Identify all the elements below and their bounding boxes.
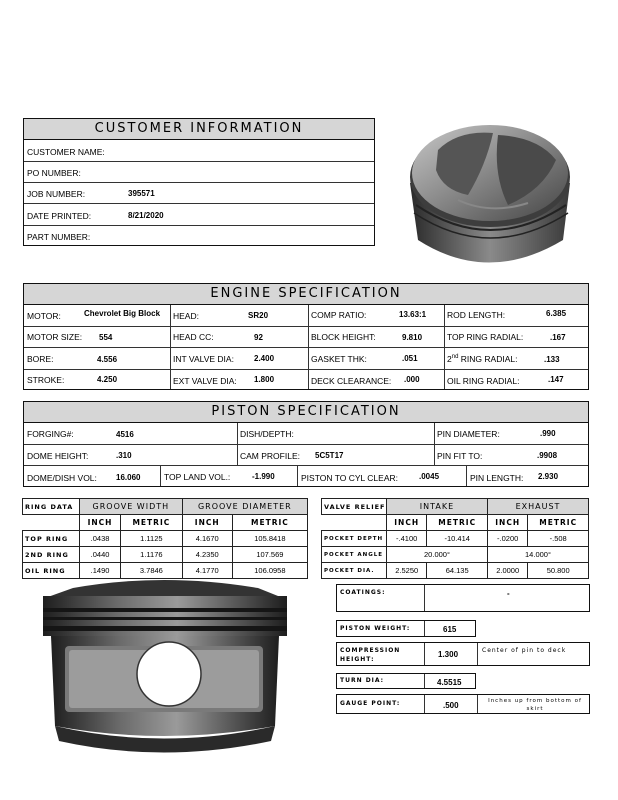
dome-height-label: DOME HEIGHT:	[27, 451, 89, 461]
coatings-box	[336, 584, 590, 612]
table-cell: -10.414	[427, 531, 488, 547]
exhaust-metric-header: METRIC	[528, 515, 589, 531]
gw-metric-header: METRIC	[121, 515, 183, 531]
exhaust-header: EXHAUST	[487, 499, 588, 515]
compression-height-value: 1.300	[438, 650, 459, 659]
cyl-clear-value: .0045	[419, 472, 440, 481]
motor-value: Chevrolet Big Block	[84, 309, 161, 318]
top-ring-radial-value: .167	[550, 333, 566, 342]
cam-profile-value: 5C5T17	[315, 451, 344, 460]
po-number-label: PO NUMBER:	[27, 168, 81, 178]
piston-side-image	[33, 576, 295, 766]
table-cell: .0438	[80, 531, 121, 547]
table-cell: .1490	[80, 563, 121, 579]
ring-row-label: OIL RING	[23, 563, 80, 579]
stroke-label: STROKE:	[27, 375, 65, 385]
coatings-value: -	[507, 589, 510, 598]
head-value: SR20	[248, 311, 269, 320]
oil-ring-radial-label: OIL RING RADIAL:	[447, 376, 520, 386]
exhaust-inch-header: INCH	[487, 515, 527, 531]
piston-top-image	[398, 105, 583, 280]
turn-dia-label: TURN DIA:	[340, 677, 385, 684]
ring-data-table	[22, 498, 308, 579]
pin-diameter-label: PIN DIAMETER:	[437, 429, 500, 439]
forging-value: 4516	[116, 430, 134, 439]
gasket-label: GASKET THK:	[311, 354, 367, 364]
engine-spec-section	[23, 283, 589, 390]
dome-height-value: .310	[116, 451, 132, 460]
gw-inch-header: INCH	[80, 515, 121, 531]
table-cell: 20.000°	[387, 547, 488, 563]
second-ring-radial-value: .133	[544, 355, 560, 364]
top-land-vol-value: -1.990	[252, 472, 275, 481]
pocket-dia-label: POCKET DIA.	[322, 563, 387, 579]
valve-relief-title: VALVE RELIEF	[322, 499, 387, 515]
ext-valve-label: EXT VALVE DIA:	[173, 376, 237, 386]
table-cell: 2.0000	[487, 563, 527, 579]
job-number-label: JOB NUMBER:	[27, 189, 86, 199]
turn-dia-box	[336, 673, 476, 689]
table-cell: 4.1670	[182, 531, 232, 547]
valve-relief-table	[321, 498, 589, 579]
table-row	[322, 547, 589, 563]
gauge-point-value: .500	[443, 701, 459, 710]
block-height-label: BLOCK HEIGHT:	[311, 332, 376, 342]
piston-weight-label: PISTON WEIGHT:	[340, 625, 411, 632]
date-printed-label: DATE PRINTED:	[27, 211, 92, 221]
gd-metric-header: METRIC	[232, 515, 307, 531]
motor-label: MOTOR:	[27, 311, 61, 321]
top-land-vol-label: TOP LAND VOL.:	[164, 472, 231, 482]
table-cell: 4.2350	[182, 547, 232, 563]
top-ring-radial-label: TOP RING RADIAL:	[447, 332, 524, 342]
table-cell: 107.569	[232, 547, 307, 563]
table-cell: .0440	[80, 547, 121, 563]
groove-diameter-header: GROOVE DIAMETER	[182, 499, 307, 515]
pin-length-value: 2.930	[538, 472, 559, 481]
cam-profile-label: CAM PROFILE:	[240, 451, 300, 461]
table-cell: 2.5250	[387, 563, 427, 579]
gd-inch-header: INCH	[182, 515, 232, 531]
table-cell: 105.8418	[232, 531, 307, 547]
gauge-point-note: Inches up from bottom of skirt	[488, 698, 582, 712]
stroke-value: 4.250	[97, 375, 118, 384]
table-cell: -.4100	[387, 531, 427, 547]
customer-info-section	[23, 118, 375, 246]
rod-length-label: ROD LENGTH:	[447, 310, 506, 320]
table-row	[322, 531, 589, 547]
piston-weight-box	[336, 620, 476, 637]
coatings-label: COATINGS:	[340, 589, 386, 596]
gasket-value: .051	[402, 354, 418, 363]
piston-spec-title: PISTON SPECIFICATION	[24, 402, 588, 423]
compression-height-note: Center of pin to deck	[482, 647, 567, 654]
table-cell: -.0200	[487, 531, 527, 547]
job-number-value: 395571	[128, 189, 155, 198]
motor-size-label: MOTOR SIZE:	[27, 332, 83, 342]
cyl-clear-label: PISTON TO CYL CLEAR:	[301, 473, 398, 483]
table-cell: 1.1125	[121, 531, 183, 547]
dome-dish-vol-value: 16.060	[116, 473, 141, 482]
pin-fit-value: .9908	[537, 451, 558, 460]
engine-spec-title: ENGINE SPECIFICATION	[24, 284, 588, 305]
ring-row-label: 2ND RING	[23, 547, 80, 563]
ring-row-label: TOP RING	[23, 531, 80, 547]
table-cell: 106.0958	[232, 563, 307, 579]
table-cell: 3.7846	[121, 563, 183, 579]
comp-ratio-label: COMP RATIO:	[311, 310, 367, 320]
piston-weight-value: 615	[443, 625, 457, 634]
compression-height-label: COMPRESSION HEIGHT:	[340, 647, 401, 663]
deck-clearance-label: DECK CLEARANCE:	[311, 376, 392, 386]
customer-name-label: CUSTOMER NAME:	[27, 147, 105, 157]
int-valve-label: INT VALVE DIA:	[173, 354, 234, 364]
table-row	[322, 563, 589, 579]
piston-spec-section	[23, 401, 589, 487]
table-cell: -.508	[528, 531, 589, 547]
table-row	[23, 547, 308, 563]
table-cell: 14.000°	[487, 547, 588, 563]
customer-info-title: CUSTOMER INFORMATION	[24, 119, 374, 140]
compression-height-box	[336, 642, 590, 666]
intake-header: INTAKE	[387, 499, 488, 515]
comp-ratio-value: 13.63:1	[399, 310, 427, 319]
intake-metric-header: METRIC	[427, 515, 488, 531]
head-cc-label: HEAD CC:	[173, 332, 214, 342]
bore-value: 4.556	[97, 355, 118, 364]
table-row	[23, 531, 308, 547]
pin-diameter-value: .990	[540, 429, 556, 438]
dome-dish-vol-label: DOME/DISH VOL:	[27, 473, 97, 483]
forging-label: FORGING#:	[27, 429, 74, 439]
int-valve-value: 2.400	[254, 354, 275, 363]
date-printed-value: 8/21/2020	[128, 211, 164, 220]
rod-length-value: 6.385	[546, 309, 567, 318]
gauge-point-label: GAUGE POINT:	[340, 700, 401, 707]
turn-dia-value: 4.5515	[437, 678, 462, 687]
ext-valve-value: 1.800	[254, 375, 275, 384]
table-cell: 64.135	[427, 563, 488, 579]
groove-width-header: GROOVE WIDTH	[80, 499, 183, 515]
part-number-label: PART NUMBER:	[27, 232, 91, 242]
table-cell: 4.1770	[182, 563, 232, 579]
head-label: HEAD:	[173, 311, 199, 321]
oil-ring-radial-value: .147	[548, 375, 564, 384]
pocket-angle-label: POCKET ANGLE	[322, 547, 387, 563]
ring-data-title: RING DATA	[23, 499, 80, 515]
deck-clearance-value: .000	[404, 375, 420, 384]
head-cc-value: 92	[254, 333, 263, 342]
pin-length-label: PIN LENGTH:	[470, 473, 524, 483]
block-height-value: 9.810	[402, 333, 423, 342]
pin-fit-label: PIN FIT TO:	[437, 451, 483, 461]
table-cell: 1.1176	[121, 547, 183, 563]
motor-size-value: 554	[99, 333, 113, 342]
gauge-point-box	[336, 694, 590, 714]
dish-depth-label: DISH/DEPTH:	[240, 429, 294, 439]
table-cell: 50.800	[528, 563, 589, 579]
intake-inch-header: INCH	[387, 515, 427, 531]
pocket-depth-label: POCKET DEPTH	[322, 531, 387, 547]
second-ring-radial-label: 2nd RING RADIAL:	[447, 354, 518, 364]
bore-label: BORE:	[27, 354, 54, 364]
